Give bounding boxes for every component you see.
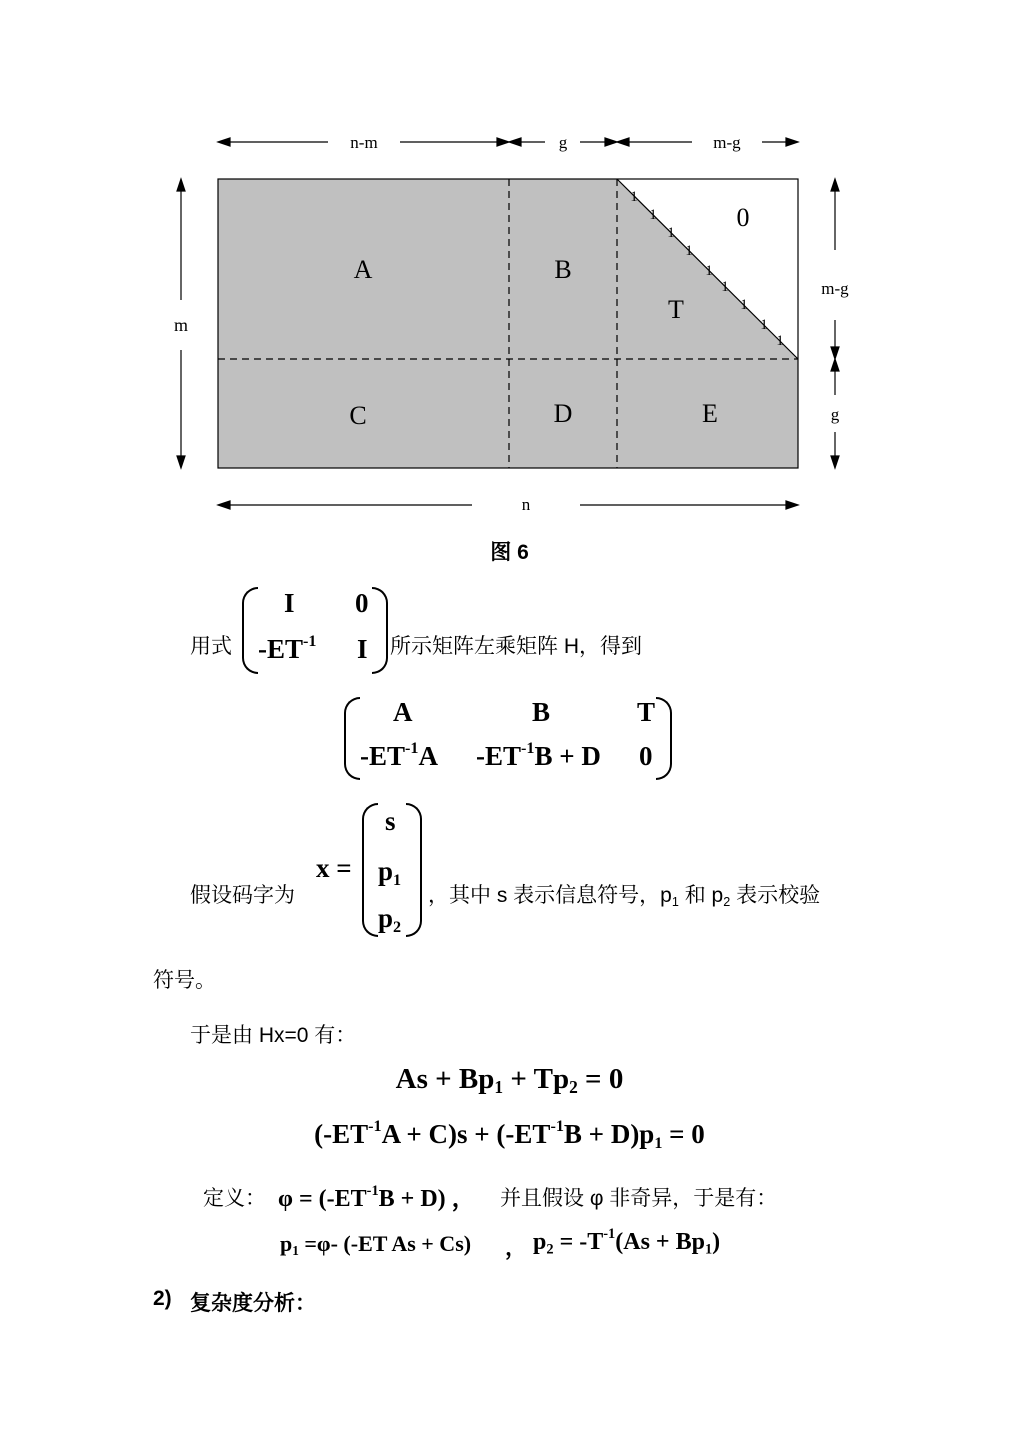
p1-prefix: 用式 [190, 635, 232, 658]
vec-s: s [385, 806, 396, 836]
m2-right-paren [656, 697, 672, 780]
m1-r2c1: $-ET^{-1}$ [258, 631, 317, 664]
m1-r1c2: 0 [355, 588, 369, 618]
vec-p1: $p_1$ [378, 856, 402, 889]
dim-n: n [521, 495, 531, 514]
m2-r1c3: T [637, 697, 656, 727]
equation-3-left: $p_1 =\varphi-$ (-ET As + Cs) [280, 1231, 472, 1258]
equation-1: $As + Bp_1 + Tp_2 = 0$ [395, 1063, 624, 1098]
m1-left-paren [242, 587, 258, 674]
block-b: B [554, 255, 572, 284]
diag-one: 1 [721, 279, 729, 295]
m2-r1c1: A [393, 697, 413, 727]
dim-m: m [173, 315, 189, 335]
equation-3-right: $p_2 = -T^{-1}(As + Bp_1)$ [533, 1226, 721, 1258]
m1-r2c2: I [357, 634, 368, 664]
diag-one: 1 [705, 263, 713, 279]
p2-prefix: 假设码字为 [190, 884, 295, 907]
right-dimensions [831, 179, 839, 468]
m2-r2c1: $-ET^{-1}A$ [360, 738, 438, 771]
p2-suffix: ，其中 s 表示信息符号，$p_1$ 和 $p_2$ 表示校验 [428, 884, 821, 909]
m1-right-paren [372, 587, 388, 674]
block-c: C [349, 401, 367, 430]
diag-one: 1 [740, 297, 748, 313]
block-zero: 0 [736, 203, 750, 232]
block-d: D [553, 399, 573, 428]
dim-g-right: g [830, 405, 840, 424]
p3: 于是由 Hx=0 有： [190, 1024, 357, 1047]
diag-one: 1 [776, 333, 784, 349]
section-title: 复杂度分析： [190, 1292, 316, 1315]
block-t: T [668, 295, 684, 324]
equation-2: $(-ET^{-1}A + C)s + (-ET^{-1}B + D)p_1 = 0$ [314, 1116, 705, 1152]
definition-label: 定义： [203, 1187, 266, 1210]
top-dimensions [218, 138, 798, 146]
diag-one: 1 [630, 189, 638, 205]
diag-one: 1 [649, 207, 657, 223]
diag-one: 1 [667, 225, 675, 241]
vec-p2: $p_2$ [378, 903, 402, 936]
block-a: A [353, 255, 373, 284]
dim-m-g-top: m-g [713, 133, 741, 152]
p2-continuation: 符号。 [153, 969, 216, 992]
vec-right-paren [406, 803, 422, 937]
dim-m-g-right: m-g [821, 279, 849, 298]
x-equals: x = [316, 853, 352, 883]
p1-suffix: 所示矩阵左乘矩阵 H，得到 [390, 635, 642, 658]
diag-one: 1 [760, 317, 768, 333]
m2-r2c2: $-ET^{-1}B + D$ [476, 738, 601, 771]
figure-caption: 图 6 [490, 541, 529, 564]
bottom-dimension [218, 501, 798, 509]
m2-r2c3: 0 [639, 741, 653, 771]
vec-left-paren [362, 803, 378, 937]
definition-phi: $\varphi = (-ET^{-1}B + D)$ ， [278, 1183, 476, 1212]
m1-r1c1: I [284, 588, 295, 618]
matrix-partition-figure [0, 0, 1019, 530]
m2-left-paren [344, 697, 360, 780]
dim-n-m: n-m [350, 133, 378, 152]
block-e: E [702, 399, 718, 428]
section-number: 2) [153, 1287, 172, 1310]
diag-one: 1 [685, 243, 693, 259]
dim-g-top: g [558, 133, 568, 152]
m2-r1c2: B [532, 697, 551, 727]
definition-tail: 并且假设 φ 非奇异，于是有： [500, 1187, 778, 1210]
equation-3-sep: ， [505, 1235, 528, 1260]
